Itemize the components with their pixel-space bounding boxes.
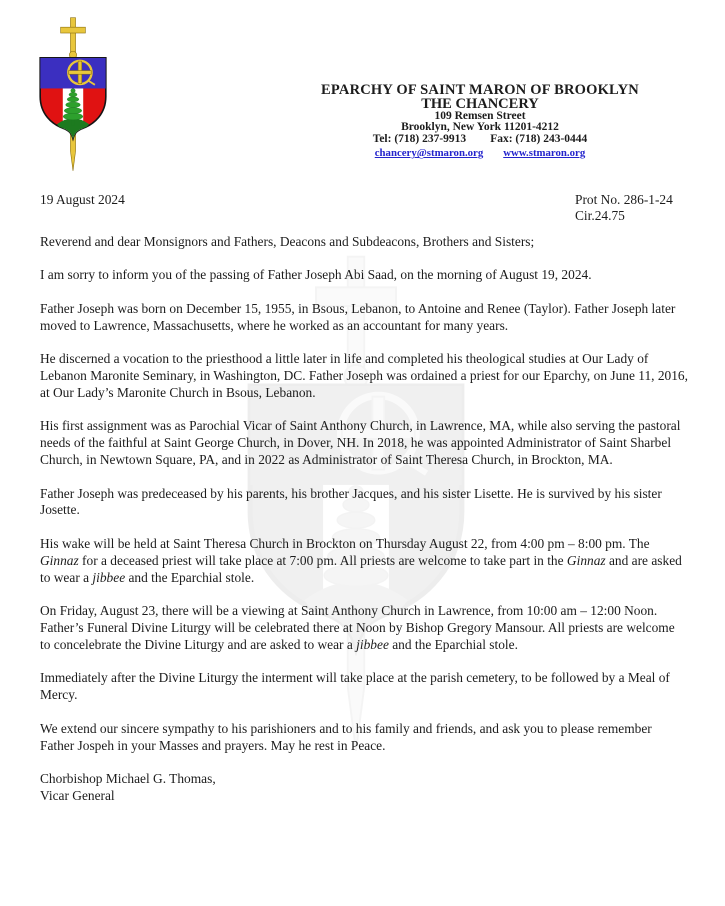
text-run: and are asked to wear a xyxy=(40,552,682,585)
paragraph xyxy=(40,486,688,520)
signature-title: Vicar General xyxy=(40,787,115,803)
text-run: Immediately after the Divine Liturgy the interment will take place at the parish cemetery, to be followed by a Meal of Mercy. xyxy=(40,670,670,703)
address-line-1: 109 Remsen Street xyxy=(434,110,526,122)
cir-number: Cir.24.75 xyxy=(575,208,625,224)
address-line-2: Brooklyn, New York 11201-4212 xyxy=(401,121,559,134)
text-run: and the Eparchial stole. xyxy=(125,569,255,585)
text-run: and the Eparchial stole. xyxy=(388,636,518,652)
paragraph xyxy=(40,721,688,755)
letterhead xyxy=(250,83,710,159)
signature-name: Chorbishop Michael G. Thomas, xyxy=(40,771,216,787)
letter-body xyxy=(40,192,688,805)
italic-term: jibbee xyxy=(92,569,126,585)
text-run: On Friday, August 23, there will be a viewing at Saint Anthony Church in Lawrence, from 10:00 am – 12:00 Noon. Father’s Funeral Divine Liturgy will be celebrated there at Noon by Bishop Gregory Mansour. All priests are welcome to concelebrate the Divine Liturgy and are asked to wear a xyxy=(40,603,675,652)
text-run: Father Joseph was predeceased by his parents, his brother Jacques, and his sister Lisette. He is survived by his sister Josette. xyxy=(40,485,662,518)
eparchy-crest xyxy=(38,16,108,174)
prot-number: Prot No. 286-1-24 xyxy=(575,192,673,207)
dept-name: THE CHANCERY xyxy=(421,96,539,112)
website-link[interactable]: www.stmaron.org xyxy=(503,147,586,160)
text-run: He discerned a vocation to the priesthood a little later in life and completed his theological studies at Our Lady of Lebanon Maronite Seminary, in Washington, DC. Father Joseph was ordained a priest for our Eparchy, on June 11, 2016, at Our Lady’s Maronite Church in Bsous, Lebanon. xyxy=(40,351,688,400)
paragraph xyxy=(40,351,688,401)
italic-term: Ginnaz xyxy=(566,552,606,568)
salutation: Reverend and dear Monsignors and Fathers, Deacons and Subdeacons, Brothers and Sisters; xyxy=(40,233,535,249)
paragraph xyxy=(40,670,688,704)
org-name: EPARCHY OF SAINT MARON OF BROOKLYN xyxy=(321,82,639,98)
phone-line xyxy=(250,134,710,145)
email-link[interactable]: chancery@stmaron.org xyxy=(374,147,484,160)
text-run: Father Joseph was born on December 15, 1955, in Bsous, Lebanon, to Antoine and Renee (Taylor). Father Joseph later moved to Lawrence, Massachusetts, where he worked as an accountant for many years. xyxy=(40,300,676,333)
tel-label: Tel: (718) 237-9913 xyxy=(372,132,467,145)
text-run: His wake will be held at Saint Theresa Church in Brockton on Thursday August 22, from 4:00 pm – 8:00 pm. The xyxy=(40,535,650,551)
text-run: We extend our sincere sympathy to his parishioners and to his family and friends, and ask you to please remember Father Jospeh in your Masses and prayers. May he rest in Peace. xyxy=(40,720,652,753)
text-run: for a deceased priest will take place at 7:00 pm. All priests are welcome to take part in the xyxy=(78,552,567,568)
meta-row xyxy=(40,192,688,226)
paragraph xyxy=(40,301,688,335)
letter-paragraphs xyxy=(40,267,688,754)
italic-term: jibbee xyxy=(356,636,389,652)
text-run: His first assignment was as Parochial Vicar of Saint Anthony Church, in Lawrence, MA, while also serving the pastoral needs of the faithful at Saint George Church, in Dover, NH. In 2018, he was appointed Administrator of Saint Sharbel Church, in Newtown Square, PA, and in 2022 as Administrator of Saint Theresa Church, in Brockton, MA. xyxy=(40,418,681,467)
text-run: I am sorry to inform you of the passing of Father Joseph Abi Saad, on the morning of August 19, 2024. xyxy=(40,267,592,283)
fax-label: Fax: (718) 243-0444 xyxy=(490,132,588,145)
paragraph xyxy=(40,536,688,586)
protocol-block xyxy=(575,192,673,224)
contact-links xyxy=(250,147,710,159)
paragraph xyxy=(40,267,688,284)
letter-date: 19 August 2024 xyxy=(40,192,125,207)
paragraph xyxy=(40,418,688,468)
paragraph xyxy=(40,603,688,653)
italic-term: Ginnaz xyxy=(40,552,79,568)
